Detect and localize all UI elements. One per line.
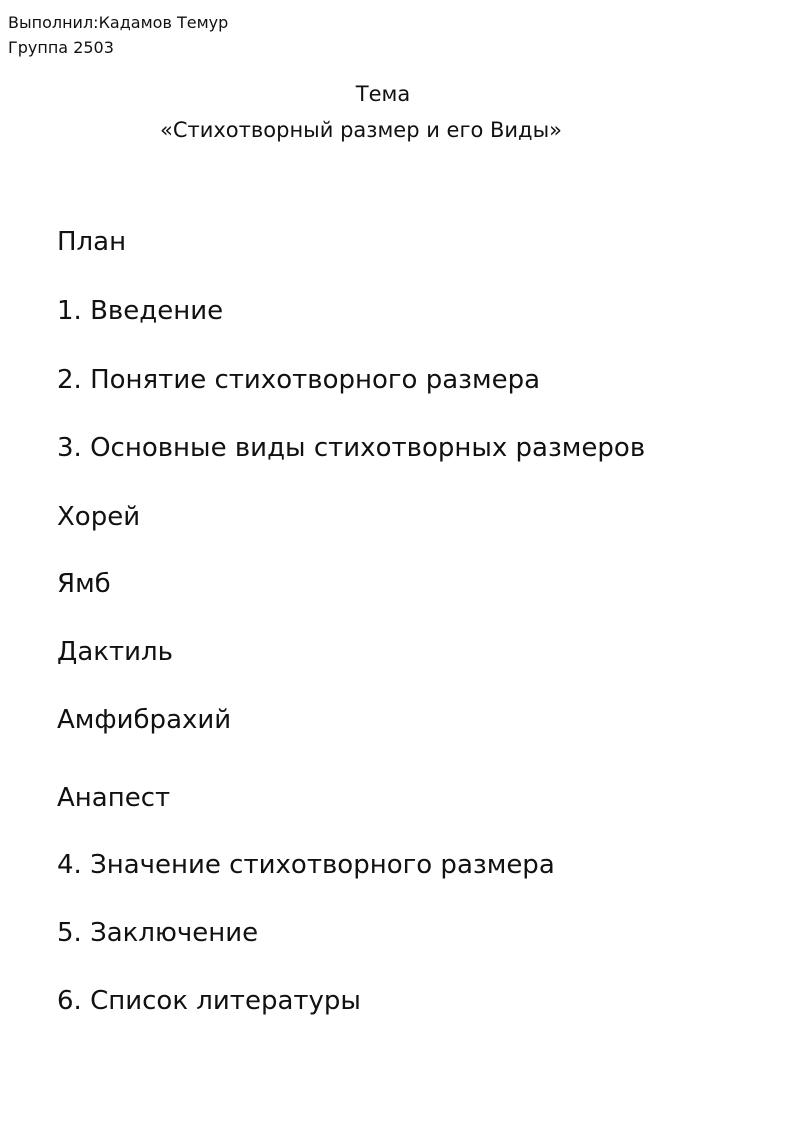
- plan-item: 3. Основные виды стихотворных размеров: [57, 433, 646, 463]
- plan-heading: План: [57, 227, 127, 257]
- plan-item: 1. Введение: [57, 296, 224, 326]
- topic-title: «Стихотворный размер и его Виды»: [159, 118, 563, 142]
- plan-item: 5. Заключение: [57, 918, 259, 948]
- topic-label: Тема: [355, 82, 411, 106]
- author-block: [8, 10, 228, 60]
- plan-item: 6. Список литературы: [57, 986, 361, 1016]
- plan-subitem: Анапест: [57, 783, 171, 813]
- plan-subitem: Амфибрахий: [57, 705, 232, 735]
- plan-subitem: Хорей: [57, 502, 141, 532]
- author-group: Группа 2503: [8, 38, 114, 57]
- author-name: Выполнил:Кадамов Темур: [8, 13, 229, 32]
- plan-item: 2. Понятие стихотворного размера: [57, 365, 541, 395]
- plan-item: 4. Значение стихотворного размера: [57, 850, 555, 880]
- plan-subitem: Ямб: [57, 569, 111, 599]
- plan-subitem: Дактиль: [57, 637, 173, 667]
